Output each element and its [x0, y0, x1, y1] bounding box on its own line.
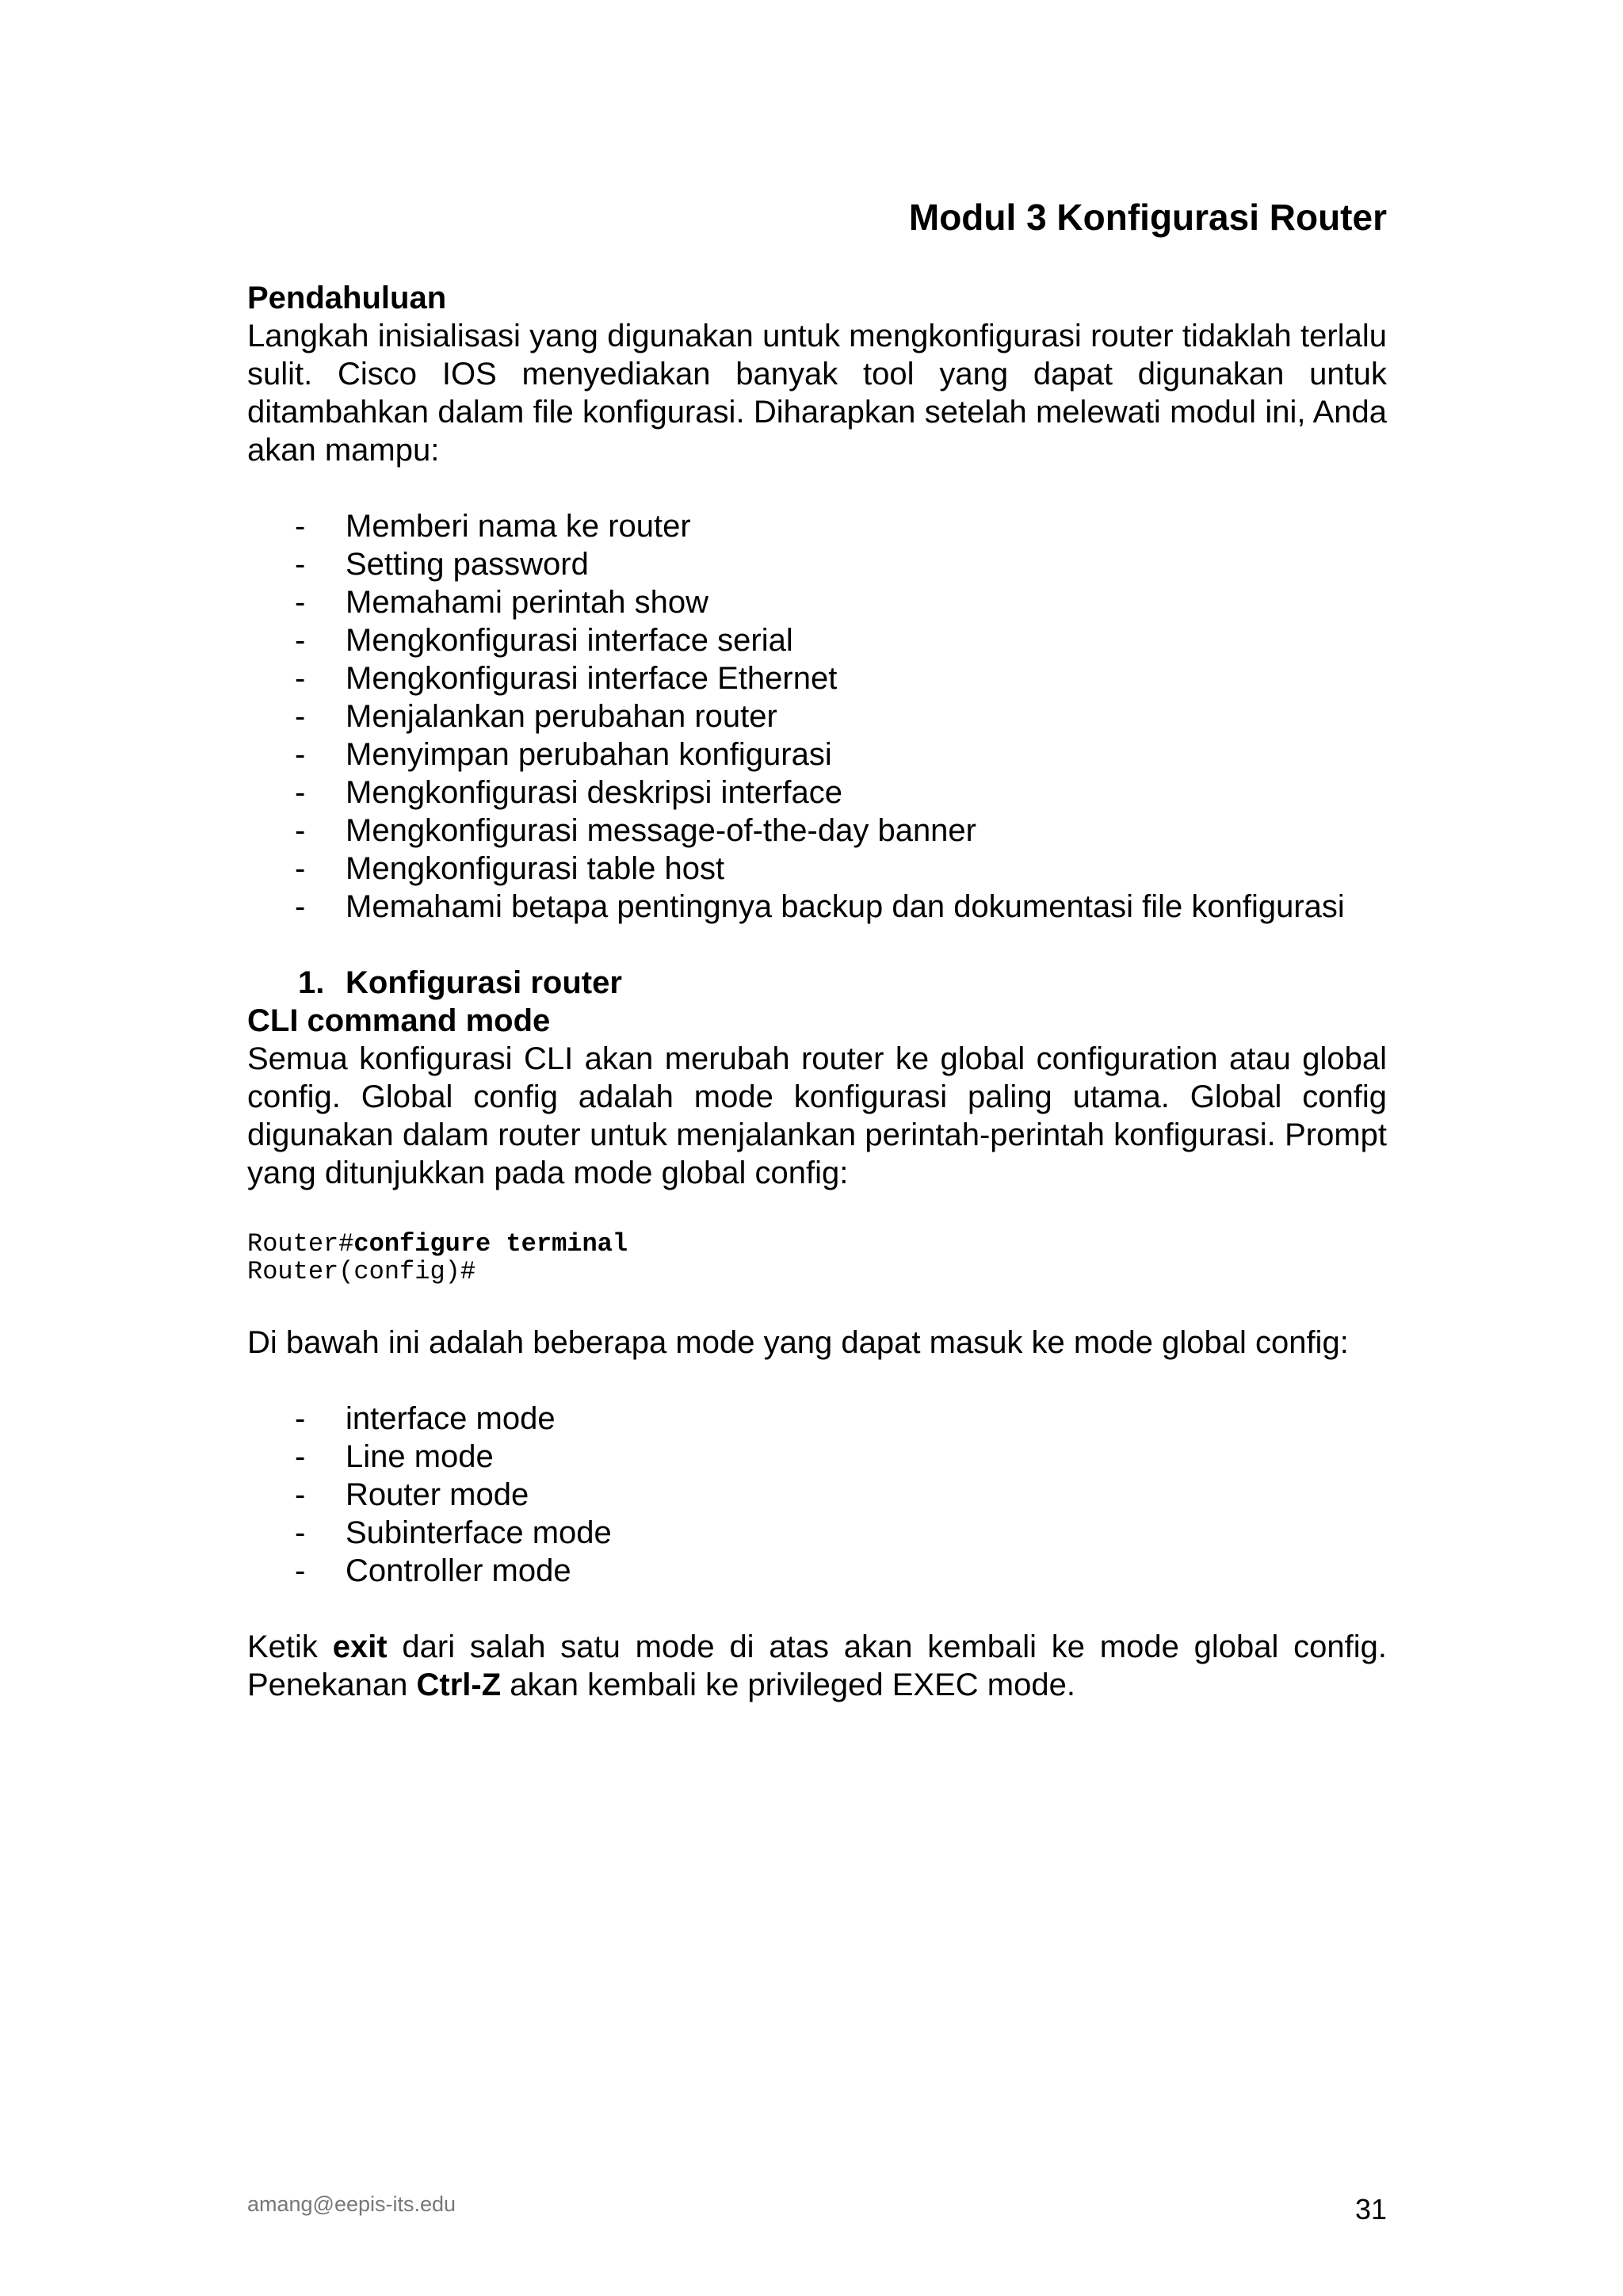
section-paragraph: Semua konfigurasi CLI akan merubah router ke global configuration atau global config. Global config adalah mode konfigurasi paling utama. Global config digunakan dalam router untuk menjalankan perintah-perintah konfigurasi. Prompt yang ditunjukkan pada mode global config:: [247, 1041, 1387, 1190]
subsection-heading: CLI command mode: [247, 1003, 551, 1038]
code-block: [247, 1230, 1387, 1286]
list-item-text: Menjalankan perubahan router: [346, 699, 777, 734]
list-item-text: Mengkonfigurasi message-of-the-day banner: [346, 813, 976, 848]
list-item-text: Mengkonfigurasi interface Ethernet: [346, 661, 838, 696]
dash-marker: -: [295, 699, 306, 734]
dash-marker: -: [295, 775, 306, 810]
dash-marker: -: [295, 1515, 306, 1550]
list-item-text: Setting password: [346, 547, 589, 582]
spacer: [247, 1362, 1387, 1400]
dash-marker: -: [295, 509, 306, 544]
closing-text: Ketik: [247, 1629, 333, 1664]
list-item-text: Mengkonfigurasi table host: [346, 851, 725, 886]
list-item-text: Line mode: [346, 1439, 494, 1474]
list-item-text: Menyimpan perubahan konfigurasi: [346, 737, 832, 772]
page-number: 31: [1354, 2193, 1387, 2225]
spacer: [247, 926, 1387, 964]
section-title: Konfigurasi router: [346, 965, 622, 1000]
dash-marker: -: [295, 737, 306, 772]
list-item-text: Memahami perintah show: [346, 585, 708, 620]
dash-marker: -: [295, 1477, 306, 1512]
page-title: Modul 3 Konfigurasi Router: [908, 197, 1387, 238]
intro-heading: Pendahuluan: [247, 281, 447, 315]
modes-list: [247, 1400, 1387, 1590]
list-item-text: Memahami betapa pentingnya backup dan dokumentasi file konfigurasi: [346, 889, 1345, 924]
code-command: configure terminal: [353, 1229, 628, 1259]
code-line: Router(config)#: [247, 1257, 476, 1286]
list-item: [247, 545, 1387, 583]
dash-marker: -: [295, 889, 306, 924]
list-item-text: Subinterface mode: [346, 1515, 612, 1550]
section-heading: [247, 964, 1387, 1002]
list-item: [247, 774, 1387, 812]
list-item: [247, 659, 1387, 697]
dash-marker: -: [295, 623, 306, 658]
list-item: [247, 1514, 1387, 1552]
footer-email: amang@eepis-its.edu: [247, 2192, 456, 2216]
dash-marker: -: [295, 1401, 306, 1436]
list-item: [247, 1552, 1387, 1590]
list-item-text: Mengkonfigurasi interface serial: [346, 623, 793, 658]
spacer: [247, 469, 1387, 507]
modes-intro-paragraph: Di bawah ini adalah beberapa mode yang dapat masuk ke mode global config:: [247, 1325, 1349, 1360]
list-item-text: Router mode: [346, 1477, 529, 1512]
dash-marker: -: [295, 585, 306, 620]
list-item-text: interface mode: [346, 1401, 556, 1436]
spacer: [247, 1590, 1387, 1628]
dash-marker: -: [295, 547, 306, 582]
closing-text: akan kembali ke privileged EXEC mode.: [501, 1668, 1075, 1702]
page-content: [247, 279, 1387, 1704]
list-item-text: Memberi nama ke router: [346, 509, 691, 544]
list-item: [247, 850, 1387, 888]
dash-marker: -: [295, 813, 306, 848]
dash-marker: -: [295, 1439, 306, 1474]
document-page: [247, 0, 1387, 2296]
spacer: [247, 1286, 1387, 1324]
list-item: [247, 697, 1387, 735]
dash-marker: -: [295, 851, 306, 886]
list-item-text: Controller mode: [346, 1553, 571, 1588]
code-line: [247, 1230, 1387, 1258]
list-item: [247, 621, 1387, 659]
closing-paragraph: [247, 1628, 1387, 1704]
exit-keyword: exit: [332, 1629, 388, 1664]
list-item-text: Mengkonfigurasi deskripsi interface: [346, 775, 842, 810]
list-item: [247, 888, 1387, 926]
closing-text: dari salah satu mode di atas akan kembali ke mode global config. Penekanan: [247, 1629, 1387, 1702]
dash-marker: -: [295, 1553, 306, 1588]
list-item: [247, 1400, 1387, 1438]
list-item: [247, 812, 1387, 850]
dash-marker: -: [295, 661, 306, 696]
spacer: [247, 1192, 1387, 1230]
code-prompt: Router#: [247, 1229, 354, 1259]
list-item: [247, 1438, 1387, 1476]
list-item: [247, 735, 1387, 774]
intro-paragraph: Langkah inisialisasi yang digunakan untuk mengkonfigurasi router tidaklah terlalu sulit. Cisco IOS menyediakan banyak tool yang dapat digunakan untuk ditambahkan dalam file konfigurasi. Diharapkan setelah melewati modul ini, Anda akan mampu:: [247, 319, 1387, 468]
objectives-list: [247, 507, 1387, 926]
ctrl-z-keyword: Ctrl-Z: [416, 1668, 502, 1702]
section-number: 1.: [298, 965, 325, 1000]
list-item: [247, 1476, 1387, 1514]
list-item: [247, 583, 1387, 621]
list-item: [247, 507, 1387, 545]
